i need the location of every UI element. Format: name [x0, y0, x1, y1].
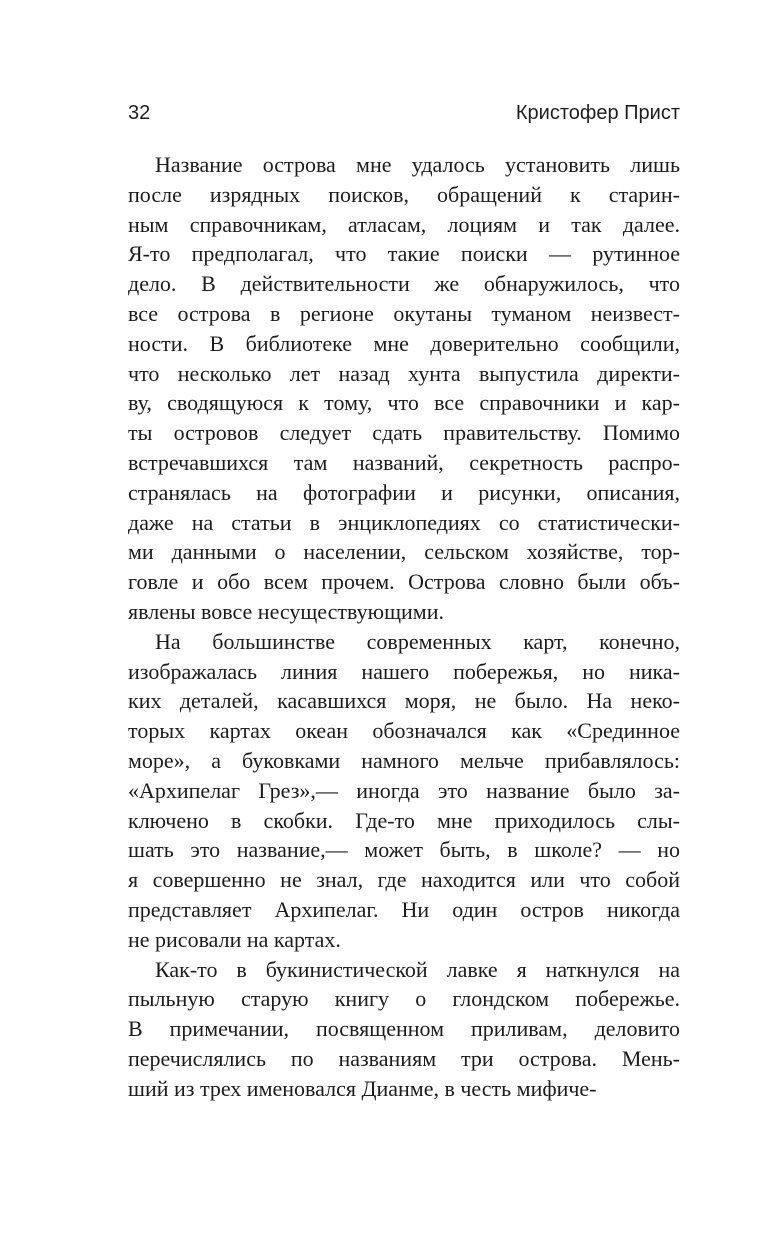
text-line: Название острова мне удалось установить лишь [155, 152, 680, 177]
text-line: ву, сводящуюся к тому, что все справочники и кар- [128, 390, 680, 416]
paragraph [128, 627, 680, 955]
text-line: Я-то предполагал, что такие поиски — рутинное [128, 241, 680, 267]
text-line: ший из трех именовался Дианме, в честь мифиче- [128, 1075, 597, 1101]
text-line: я совершенно не знал, где находится или что собой [128, 867, 680, 893]
paragraph [128, 150, 680, 627]
text-line: после изрядных поисков, обращений к старин- [128, 181, 680, 207]
page-number: 32 [128, 102, 151, 124]
text-line: ности. В библиотеке мне доверительно сообщили, [128, 330, 680, 356]
paragraph [128, 955, 680, 1104]
text-line: явлены вовсе несуществующими. [128, 598, 444, 624]
text-line: шать это название,— может быть, в школе? — но [128, 837, 680, 863]
text-line: ты островов следует сдать правительству. Помимо [128, 420, 680, 446]
text-line: не рисовали на картах. [128, 926, 341, 952]
text-line: представляет Архипелаг. Ни один остров никогда [128, 896, 680, 922]
text-line: странялась на фотографии и рисунки, описания, [128, 479, 680, 505]
text-line: ключено в скобки. Где-то мне приходилось слы- [128, 807, 680, 833]
text-line: дело. В действительности же обнаружилось, что [128, 271, 680, 297]
text-line: изображалась линия нашего побережья, но ника- [128, 658, 680, 684]
text-line: встречавшихся там названий, секретность распро- [128, 449, 680, 475]
text-line: ным справочникам, атласам, лоциям и так далее. [128, 211, 680, 237]
text-line: «Архипелаг Грез»,— иногда это название было за- [128, 777, 680, 803]
text-line: В примечании, посвященном приливам, деловито [128, 1016, 680, 1042]
text-block [128, 102, 680, 1104]
text-line: даже на статьи в энциклопедиях со статистически- [128, 509, 680, 535]
text-line: пыльную старую книгу о глондском побережье. [128, 986, 680, 1012]
text-line: говле и обо всем прочем. Острова словно были объ- [128, 569, 680, 595]
body-text [128, 150, 680, 1104]
text-line: что несколько лет назад хунта выпустила директи- [128, 360, 680, 386]
text-line: все острова в регионе окутаны туманом неизвест- [128, 300, 680, 326]
text-line: перечислялись по названиям три острова. Мень- [128, 1045, 680, 1071]
text-line: На большинстве современных карт, конечно, [155, 628, 680, 654]
running-head-author: Кристофер Прист [515, 102, 680, 124]
text-line: ких деталей, касавшихся моря, не было. На неко- [128, 688, 680, 714]
running-head [128, 102, 680, 125]
text-line: Как-то в букинистической лавке я наткнулся на [155, 956, 680, 982]
text-line: торых картах океан обозначался как «Срединное [128, 718, 680, 744]
text-line: ми данными о населении, сельском хозяйстве, тор- [128, 539, 680, 565]
text-line: море», а буковками намного мельче прибавлялось: [128, 747, 680, 773]
